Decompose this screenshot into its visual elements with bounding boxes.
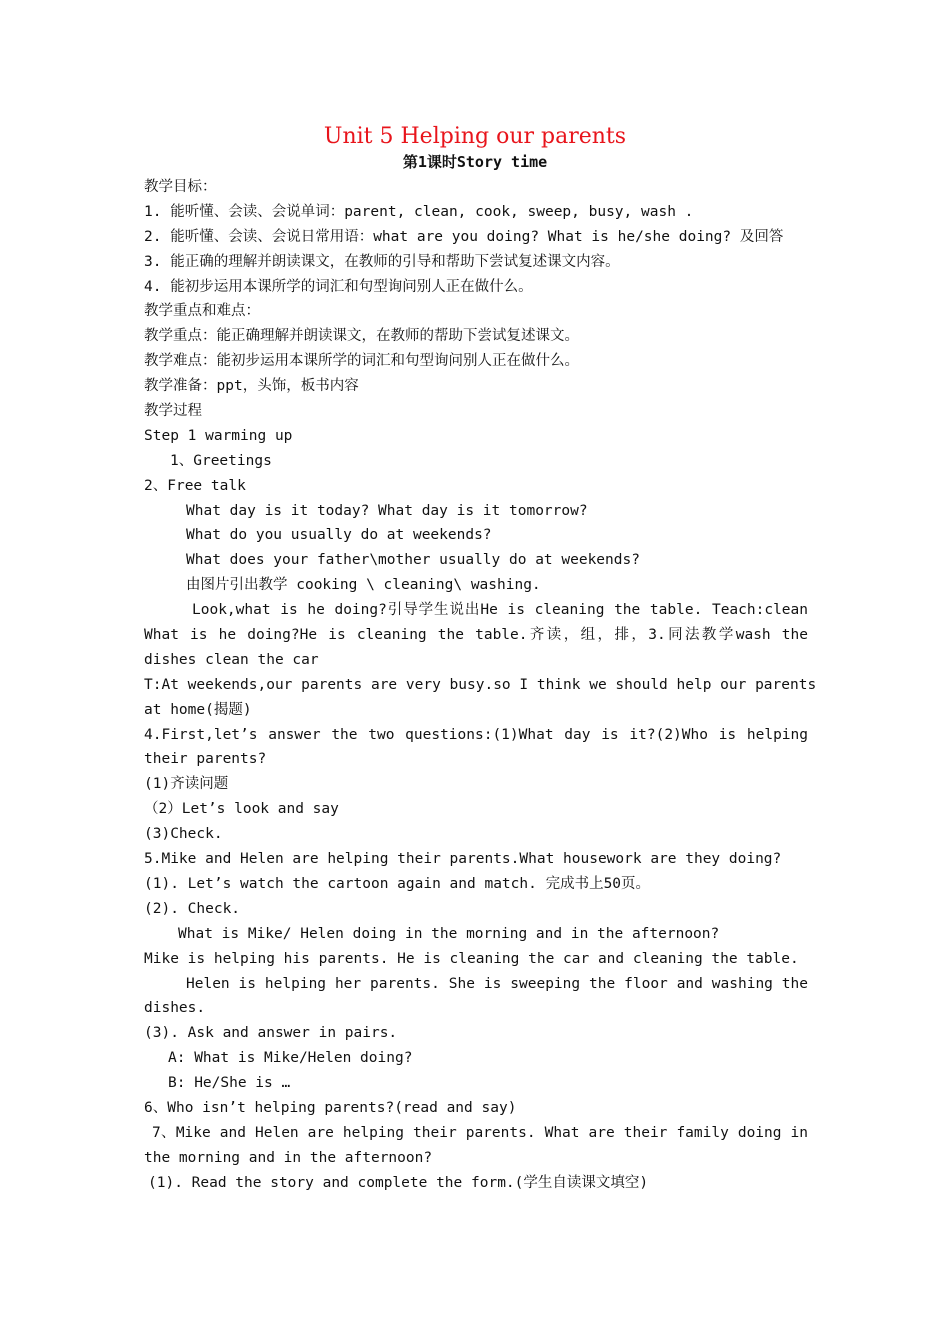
objective-line: 1. 能听懂、会读、会说单词：parent, clean, cook, sweep, busy, wash . — [144, 203, 694, 220]
procedure-line: What does your father\mother usually do at weekends? — [186, 552, 640, 569]
procedure-line: What is Mike/ Helen doing in the morning and in the afternoon? — [178, 925, 720, 942]
procedure-line: A: What is Mike/Helen doing? — [168, 1050, 413, 1067]
procedure-line: dishes clean the car — [144, 651, 319, 668]
procedure-line: the morning and in the afternoon? — [144, 1149, 433, 1166]
procedure-line: (3)Check. — [144, 826, 223, 843]
procedure-line: T:At weekends,our parents are very busy.so I think we should help our parents — [144, 676, 817, 693]
procedure-line: (2). Check. — [144, 900, 241, 917]
procedure-line: What is he doing?He is cleaning the table.齐读，组，排，3.同法教学wash the — [144, 627, 808, 644]
procedure-line: 7、Mike and Helen are helping their parents. What are their family doing in — [152, 1124, 808, 1141]
step-heading: Step 1 warming up — [144, 427, 293, 444]
procedure-line: 由图片引出教学 cooking \ cleaning\ washing. — [186, 577, 541, 594]
difficulty-line: 教学难点：能初步运用本课所学的词汇和句型询问别人正在做什么。 — [144, 353, 579, 370]
lesson-plan-body — [144, 175, 817, 1196]
preparation-line: 教学准备：ppt，头饰，板书内容 — [144, 378, 359, 395]
procedure-line: Look,what is he doing?引导学生说出He is cleaning the table. Teach:clean — [192, 602, 808, 619]
document-title: Unit 5 Helping our parents — [323, 124, 627, 149]
objective-line: 3. 能正确的理解并朗读课文，在教师的引导和帮助下尝试复述课文内容。 — [144, 253, 620, 270]
procedure-line: What day is it today? What day is it tomorrow? — [186, 502, 588, 519]
procedure-line: 1、Greetings — [170, 452, 272, 469]
key-points-heading: 教学重点和难点： — [144, 303, 260, 320]
procedure-line: 2、Free talk — [144, 477, 246, 494]
procedure-line: (3). Ask and answer in pairs. — [144, 1025, 398, 1042]
procedure-line: (1)齐读问题 — [144, 776, 229, 793]
procedure-line: B: He/She is … — [168, 1075, 291, 1092]
procedure-line: Helen is helping her parents. She is sweeping the floor and washing the — [186, 975, 808, 992]
procedure-line: (1). Let’s watch the cartoon again and match. 完成书上50页。 — [144, 875, 651, 892]
procedure-line: 6、Who isn’t helping parents?(read and say) — [144, 1099, 517, 1116]
procedure-heading: 教学过程 — [144, 403, 202, 420]
lesson-subtitle: 第1课时Story time — [402, 153, 548, 171]
procedure-line: 4.First,let’s answer the two questions:(1)What day is it?(2)Who is helping — [144, 726, 808, 743]
procedure-line: 5.Mike and Helen are helping their parents.What housework are they doing? — [144, 851, 782, 868]
procedure-line: (1). Read the story and complete the form.(学生自读课文填空) — [148, 1174, 649, 1191]
procedure-line: dishes. — [144, 1000, 206, 1017]
procedure-line: What do you usually do at weekends? — [186, 527, 492, 544]
objective-line: 4. 能初步运用本课所学的词汇和句型询问别人正在做什么。 — [144, 278, 533, 295]
objective-line: 2. 能听懂、会读、会说日常用语：what are you doing? What is he/she doing? 及回答 — [144, 228, 784, 245]
objectives-heading: 教学目标： — [144, 179, 217, 195]
procedure-line: Mike is helping his parents. He is cleaning the car and cleaning the table. — [144, 950, 799, 967]
procedure-line: （2）Let’s look and say — [144, 801, 339, 818]
procedure-line: at home(揭题) — [144, 701, 252, 718]
procedure-line: their parents? — [144, 751, 267, 768]
key-point-line: 教学重点：能正确理解并朗读课文，在教师的帮助下尝试复述课文。 — [144, 328, 579, 345]
